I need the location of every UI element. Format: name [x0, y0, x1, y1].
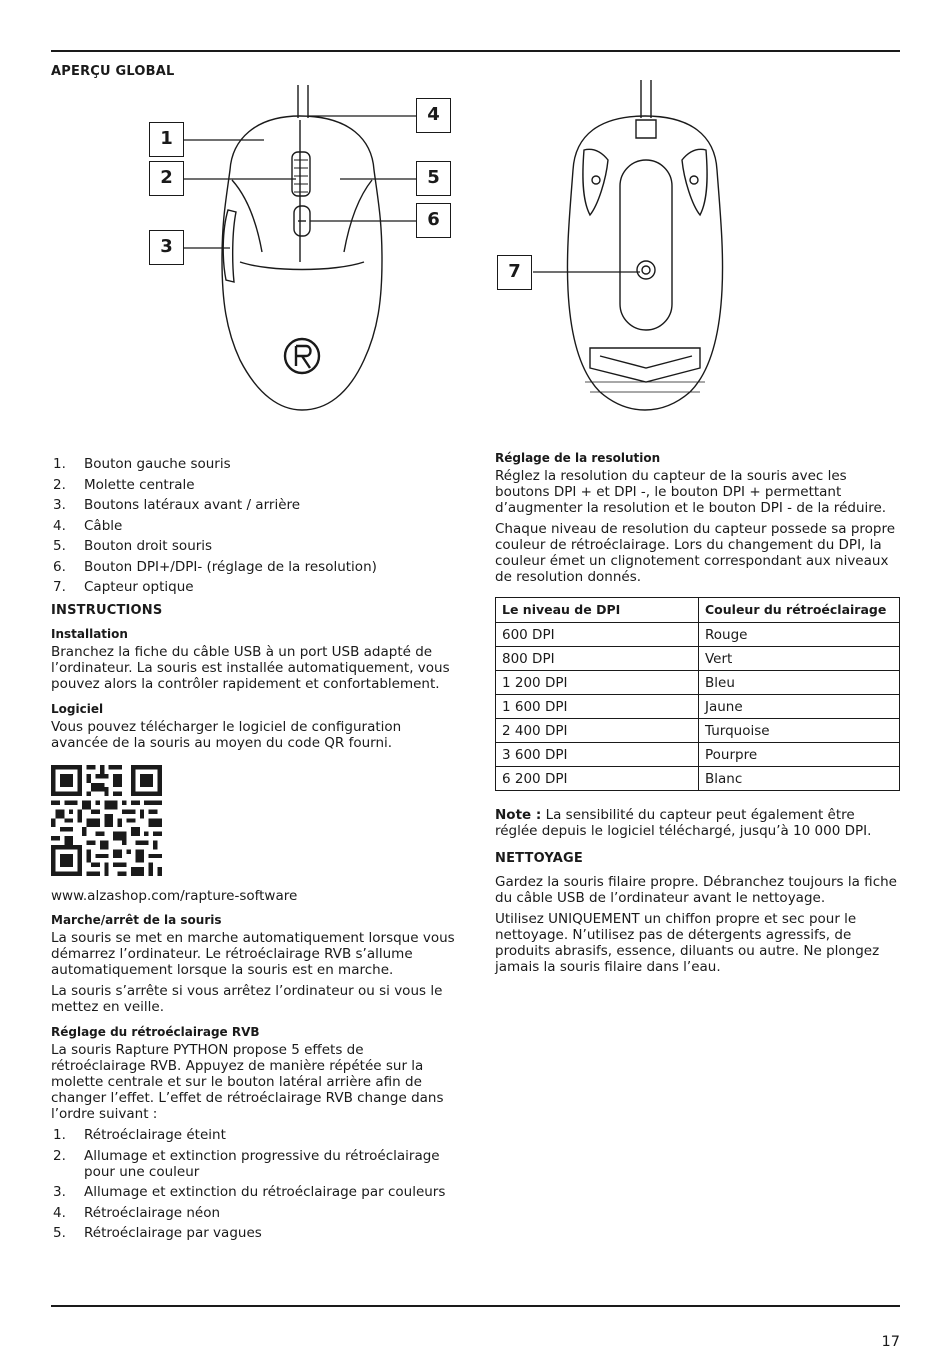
- mouse-illustration: [0, 80, 950, 430]
- table-row: [496, 695, 900, 719]
- list-item: 4. Câble: [53, 517, 123, 534]
- resolution-text-2: Chaque niveau de resolution du capteur possede sa propre couleur de rétroéclairage. Lors du changement du DPI, la couleur émet un clignotement correspondant aux niveaux de resolution donnés.: [495, 521, 896, 585]
- table-row: [496, 743, 900, 767]
- list-item: 2. Allumage et extinction progressive du rétroéclairage pour une couleur: [53, 1147, 440, 1180]
- list-item: 7. Capteur optique: [53, 579, 194, 595]
- installation-text: Branchez la fiche du câble USB à un port USB adapté de l’ordinateur. La souris est installée automatiquement, vous pouvez alors la contrôler rapidement et confortablement.: [51, 644, 450, 692]
- dpi-value: 1 200 DPI: [496, 671, 699, 695]
- table-row: [496, 623, 900, 647]
- subheading-power: Marche/arrêt de la souris: [51, 913, 222, 927]
- subheading-software: Logiciel: [51, 702, 104, 716]
- list-item: 1. Rétroéclairage éteint: [53, 1127, 226, 1143]
- note-paragraph: [495, 807, 901, 839]
- right-column: [495, 450, 901, 980]
- table-header-row: [496, 598, 900, 623]
- note-text: La sensibilité du capteur peut également être réglée depuis le logiciel téléchargé, jusqu’à 10 000 DPI.: [495, 807, 872, 839]
- list-item: 5. Rétroéclairage par vagues: [53, 1225, 262, 1241]
- column-header-dpi: Le niveau de DPI: [496, 598, 699, 623]
- table-row: [496, 647, 900, 671]
- sensor-pad: [620, 160, 672, 330]
- optical-sensor: [637, 261, 655, 279]
- top-rule: [51, 50, 900, 52]
- callout-1: 1: [149, 122, 184, 157]
- left-column: [51, 456, 456, 1246]
- page-number: 17: [881, 1334, 900, 1350]
- power-text-1: La souris se met en marche automatiquement lorsque vous démarrez l’ordinateur. Le rétroéclairage RVB s’allume automatiquement lorsque la souris est en marche.: [51, 930, 455, 978]
- callout-6: 6: [416, 203, 451, 238]
- color-value: Rouge: [699, 623, 900, 647]
- callout-2: 2: [149, 161, 184, 196]
- color-value: Bleu: [699, 671, 900, 695]
- power-text-2: La souris s’arrête si vous arrêtez l’ordinateur ou si vous le mettez en veille.: [51, 983, 443, 1015]
- rgb-text: La souris Rapture PYTHON propose 5 effets de rétroéclairage RVB. Appuyez de manière répétée sur la molette centrale et sur le bouton latéral arrière afin de changer l’effet. L’effet de rétroéclairage RVB change dans l’ordre suivant :: [51, 1042, 444, 1122]
- software-text: Vous pouvez télécharger le logiciel de configuration avancée de la souris au moyen du code QR fourni.: [51, 719, 402, 751]
- subheading-installation: Installation: [51, 627, 128, 641]
- cleaning-text-1: Gardez la souris filaire propre. Débranchez toujours la fiche du câble USB de l’ordinateur avant le nettoyage.: [495, 874, 897, 906]
- dpi-value: 6 200 DPI: [496, 767, 699, 791]
- color-value: Blanc: [699, 767, 900, 791]
- list-item: 1. Bouton gauche souris: [53, 456, 231, 472]
- callout-5: 5: [416, 161, 451, 196]
- color-value: Pourpre: [699, 743, 900, 767]
- table-row: [496, 767, 900, 791]
- list-item: 3. Boutons latéraux avant / arrière: [53, 497, 301, 513]
- callout-7: 7: [497, 255, 532, 290]
- qr-code[interactable]: [51, 765, 162, 876]
- dpi-value: 2 400 DPI: [496, 719, 699, 743]
- column-header-color: Couleur du rétroéclairage: [699, 598, 900, 623]
- dpi-value: 600 DPI: [496, 623, 699, 647]
- parts-list: [51, 456, 456, 595]
- dpi-color-table: [495, 597, 900, 791]
- table-row: [496, 671, 900, 695]
- cleaning-text-2: Utilisez UNIQUEMENT un chiffon propre et sec pour le nettoyage. N’utilisez pas de détergents agressifs, de produits abrasifs, essence, diluants ou autre. Ne plongez jamais la souris filaire dans l’eau.: [495, 911, 880, 975]
- list-item: 2. Molette centrale: [53, 476, 195, 493]
- section-title-cleaning: NETTOYAGE: [495, 851, 583, 866]
- callout-3: 3: [149, 230, 184, 265]
- color-value: Turquoise: [699, 719, 900, 743]
- dpi-value: 3 600 DPI: [496, 743, 699, 767]
- color-value: Vert: [699, 647, 900, 671]
- subheading-resolution: Réglage de la resolution: [495, 451, 661, 465]
- subheading-rgb: Réglage du rétroéclairage RVB: [51, 1025, 260, 1039]
- bottom-rule: [51, 1305, 900, 1307]
- resolution-text-1: Réglez la resolution du capteur de la souris avec les boutons DPI + et DPI -, le bouton DPI + permettant d’augmenter la resolution et le bouton DPI - de la réduire.: [495, 468, 887, 516]
- list-item: 6. Bouton DPI+/DPI- (réglage de la resolution): [53, 558, 377, 575]
- list-item: 5. Bouton droit souris: [53, 538, 213, 554]
- dpi-value: 800 DPI: [496, 647, 699, 671]
- rgb-effects-list: [51, 1127, 456, 1241]
- section-title-instructions: INSTRUCTIONS: [51, 603, 163, 618]
- callout-4: 4: [416, 98, 451, 133]
- note-label: Note :: [495, 807, 542, 823]
- dpi-value: 1 600 DPI: [496, 695, 699, 719]
- software-url-link[interactable]: www.alzashop.com/rapture-software: [51, 888, 298, 904]
- mouse-diagram: [0, 80, 950, 430]
- list-item: 3. Allumage et extinction du rétroéclairage par couleurs: [53, 1184, 446, 1200]
- scroll-wheel: [292, 152, 310, 196]
- color-value: Jaune: [699, 695, 900, 719]
- section-title-overview: APERÇU GLOBAL: [51, 64, 175, 79]
- table-row: [496, 719, 900, 743]
- list-item: 4. Rétroéclairage néon: [53, 1204, 221, 1221]
